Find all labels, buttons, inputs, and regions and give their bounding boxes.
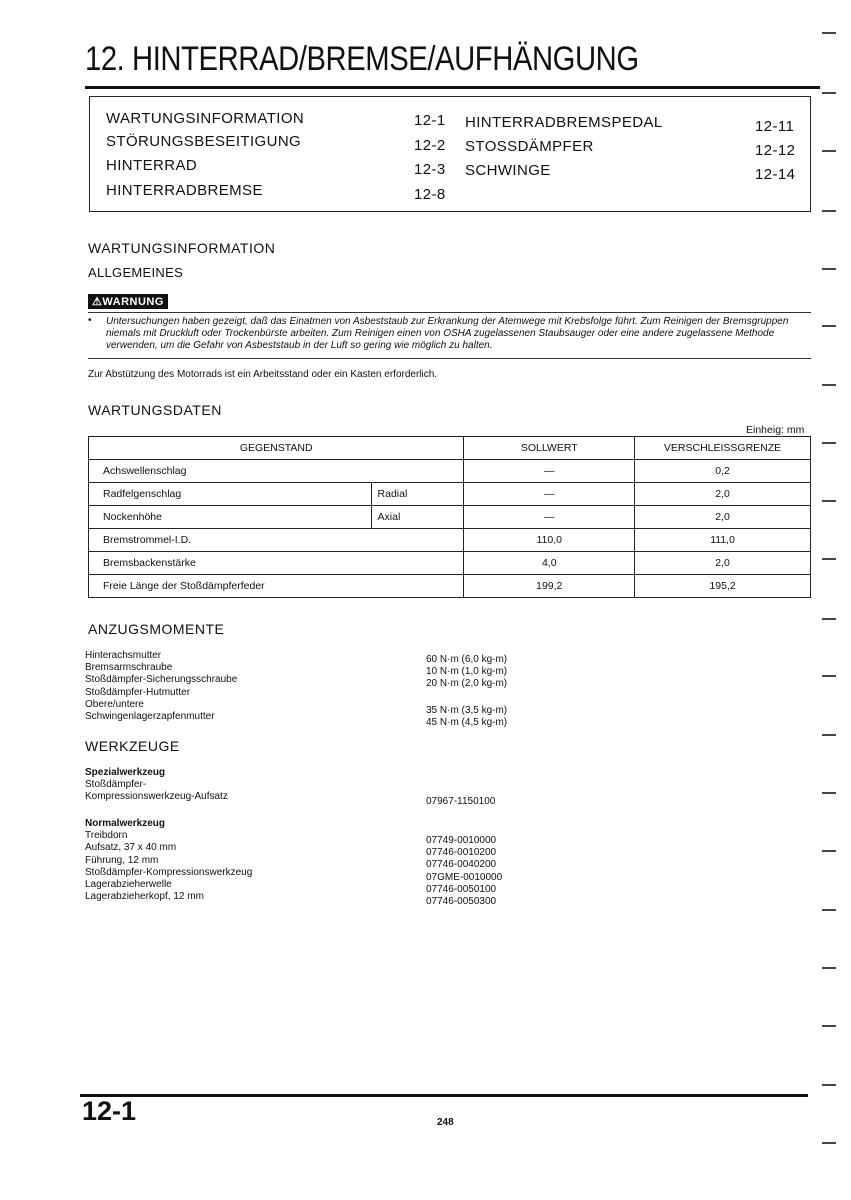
nominal-cell: — [464, 506, 635, 529]
margin-mark [822, 850, 836, 852]
general-heading: ALLGEMEINES [88, 265, 184, 280]
nominal-cell: 4,0 [464, 552, 635, 575]
toc-page: 12-2 [414, 137, 446, 154]
warning-rule-top [88, 312, 811, 313]
toc-label[interactable]: SCHWINGE [465, 162, 551, 179]
table-row [89, 529, 811, 552]
torque-value: 45 N·m (4,5 kg-m) [426, 717, 508, 729]
margin-mark [822, 909, 836, 911]
torque-names [85, 650, 237, 723]
toc-page: 12-14 [755, 166, 796, 183]
torque-name: Stoßdämpfer-Sicherungsschraube [85, 674, 238, 686]
specs-unit: Einheig: mm [746, 424, 805, 436]
sub-cell: Radial [371, 483, 464, 506]
warning-badge: ⚠WARNUNG [88, 294, 168, 309]
margin-mark [822, 442, 836, 444]
margin-mark [822, 1142, 836, 1144]
toc-label[interactable]: WARTUNGSINFORMATION [106, 110, 305, 127]
page-number: 248 [437, 1117, 454, 1128]
limit-cell: 195,2 [635, 575, 811, 598]
margin-mark [822, 384, 836, 386]
margin-mark [822, 150, 836, 152]
column-header: GEGENSTAND [89, 437, 464, 460]
tool-name: Lagerabzieherkopf, 12 mm [85, 891, 204, 903]
torque-name: Obere/untere [85, 698, 144, 710]
toc-label[interactable]: HINTERRADBREMSPEDAL [465, 114, 663, 131]
torque-heading: ANZUGSMOMENTE [88, 621, 225, 637]
tool-name: Treibdorn [85, 830, 128, 842]
limit-cell: 0,2 [635, 460, 811, 483]
tool-name: Stoßdämpfer- [85, 779, 147, 791]
tool-number: 07GME-0010000 [426, 871, 503, 883]
margin-mark [822, 92, 836, 94]
torque-value: 10 N·m (1,0 kg-m) [426, 666, 508, 678]
warning-rule-bottom [88, 358, 811, 359]
tool-number: 07746-0010200 [426, 847, 497, 859]
torque-value: 60 N·m (6,0 kg-m) [426, 654, 508, 665]
toc-label[interactable]: STÖRUNGSBESEITIGUNG [106, 133, 302, 150]
toc-label[interactable]: HINTERRAD [106, 157, 198, 174]
torque-name: Bremsarmschraube [85, 662, 173, 674]
item-cell: Freie Länge der Stoßdämpferfeder [89, 575, 464, 598]
title-rule [85, 86, 820, 89]
special-tools [85, 767, 228, 804]
item-cell: Nockenhöhe [89, 506, 372, 529]
toc-label[interactable]: HINTERRADBREMSE [106, 182, 263, 199]
toc-label[interactable]: STOSSDÄMPFER [465, 138, 594, 155]
torque-value: 35 N·m (3,5 kg-m) [426, 705, 508, 716]
tools-heading: WERKZEUGE [85, 738, 180, 754]
margin-mark [822, 1025, 836, 1027]
normal-tools-heading: Normalwerkzeug [85, 818, 166, 829]
tool-name: Kompressionswerkzeug-Aufsatz [85, 791, 228, 803]
tool-number: 07746-0050300 [426, 896, 497, 908]
margin-mark [822, 618, 836, 620]
table-row [89, 483, 811, 506]
tool-name: Stoßdämpfer-Kompressionswerkzeug [85, 866, 253, 878]
nominal-cell: — [464, 483, 635, 506]
table-row [89, 575, 811, 598]
torque-name: Schwingenlagerzapfenmutter [85, 711, 215, 723]
table-row [89, 460, 811, 483]
margin-mark [822, 32, 836, 34]
item-cell: Achswellenschlag [89, 460, 464, 483]
nominal-cell: 199,2 [464, 575, 635, 598]
warning-text: Untersuchungen haben gezeigt, daß das Einatmen von Asbeststaub zur Erkrankung der Atemwege mit Krebsfolge führt. Zum Reinigen der Bremsgruppen niemals mit Druckluft oder Trockenbürste arbeiten. Zum Reinigen einen von OSHA zugelassenen Staubsauger oder eine andere zugelassene Methode verwenden, um die Gefahr von Asbeststaub in der Luft so gering wie möglich zu halten. [106, 316, 789, 351]
limit-cell: 111,0 [635, 529, 811, 552]
table-row [89, 506, 811, 529]
specs-header-row [89, 437, 811, 460]
margin-mark [822, 210, 836, 212]
item-cell: Bremstrommel-I.D. [89, 529, 464, 552]
warning-bullet: • [88, 315, 92, 326]
tool-number: 07967-1150100 [426, 796, 496, 807]
toc-page: 12-1 [414, 112, 446, 129]
section-page-number: 12-1 [82, 1096, 137, 1126]
torque-value: 20 N·m (2,0 kg-m) [426, 678, 508, 690]
margin-mark [822, 1084, 836, 1086]
section-heading: WARTUNGSINFORMATION [88, 240, 276, 256]
limit-cell: 2,0 [635, 483, 811, 506]
margin-mark [822, 675, 836, 677]
tool-name: Lagerabzieherwelle [85, 879, 172, 891]
normal-tool-numbers [426, 835, 502, 908]
item-cell: Bremsbackenstärke [89, 552, 464, 575]
toc-page: 12-12 [755, 142, 796, 159]
page-title: 12. HINTERRAD/BREMSE/AUFHÄNGUNG [85, 40, 639, 78]
table-row [89, 552, 811, 575]
margin-mark [822, 558, 836, 560]
sub-cell: Axial [371, 506, 464, 529]
toc-page: 12-3 [414, 161, 446, 178]
margin-mark [822, 500, 836, 502]
torque-values-a [426, 654, 507, 691]
special-tools-heading: Spezialwerkzeug [85, 767, 166, 778]
margin-mark [822, 967, 836, 969]
normal-tools [85, 818, 252, 903]
item-cell: Radfelgenschlag [89, 483, 372, 506]
footer-rule [80, 1094, 808, 1097]
toc-page: 12-8 [414, 186, 446, 203]
column-header: SOLLWERT [464, 437, 635, 460]
margin-mark [822, 325, 836, 327]
tool-number: 07746-0040200 [426, 859, 497, 871]
limit-cell: 2,0 [635, 506, 811, 529]
tool-name: Führung, 12 mm [85, 854, 159, 866]
tool-number: 07749-0010000 [426, 835, 497, 846]
torque-values-b [426, 705, 507, 729]
nominal-cell: 110,0 [464, 529, 635, 552]
tool-number: 07746-0050100 [426, 883, 497, 895]
note-text: Zur Abstützung des Motorrads ist ein Arbeitsstand oder ein Kasten erforderlich. [88, 369, 438, 380]
margin-mark [822, 792, 836, 794]
toc-page: 12-11 [755, 118, 795, 135]
nominal-cell: — [464, 460, 635, 483]
torque-name: Stoßdämpfer-Hutmutter [85, 686, 191, 698]
specs-heading: WARTUNGSDATEN [88, 402, 222, 418]
torque-name: Hinterachsmutter [85, 650, 162, 661]
limit-cell: 2,0 [635, 552, 811, 575]
tool-name: Aufsatz, 37 x 40 mm [85, 842, 177, 854]
margin-mark [822, 734, 836, 736]
margin-mark [822, 268, 836, 270]
specs-table [88, 436, 811, 598]
column-header: VERSCHLEISSGRENZE [635, 437, 811, 460]
